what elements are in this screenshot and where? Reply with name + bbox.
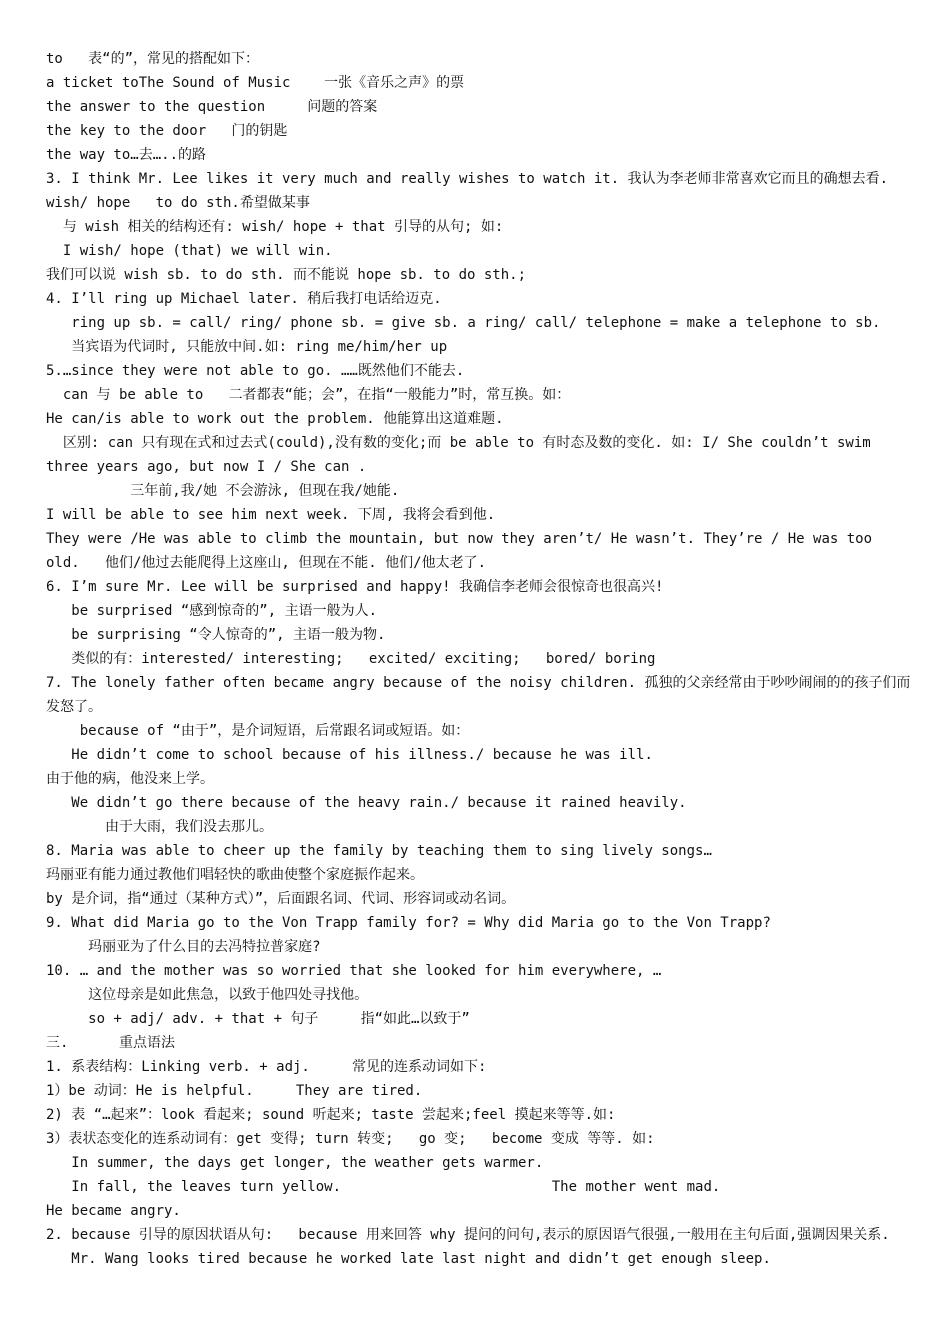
text-line-rain-translation: 由于大雨，我们没去那儿。 [46,819,274,835]
text-line-tired-example: Mr. Wang looks tired because he worked late last night and didn’t get enough sleep. [46,1251,771,1267]
section-heading-grammar: 三. 重点语法 [46,1035,176,1051]
text-line-5: the way to…去…..的路 [46,147,207,163]
text-line-change-verbs: 3）表状态变化的连系动词有：get 变得; turn 转变; go 变; become 变成 等等. 如: [46,1131,655,1147]
text-line-swim-translation: 三年前,我/她 不会游泳, 但现在我/她能. [46,483,400,499]
paragraph-item-7: 7. The lonely father often became angry because of the noisy children. 孤独的父亲经常由于吵吵闹闹的的孩子们而发怒了。 [46,675,911,715]
text-line-illness-translation: 由于他的病，他没来上学。 [46,771,214,787]
text-line-so-that: so + adj/ adv. + that + 句子 指“如此…以致于” [46,1011,470,1027]
paragraph-item-8: 8. Maria was able to cheer up the family by teaching them to sing lively songs… [46,843,712,859]
paragraph-item-3: 3. I think Mr. Lee likes it very much and really wishes to watch it. 我认为李老师非常喜欢它而且的确想去看. wish/ hope to do sth.希望做某事 [46,171,939,211]
paragraph-difference: 区别: can 只有现在式和过去式(could),没有数的变化;而 be able to 有时态及数的变化. 如: I/ She couldn’t swim three years ago, but now I / She can . [46,435,880,475]
text-line-illness-example: He didn’t come to school because of his illness./ because he was ill. [46,747,653,763]
text-line-by-note: by 是介词，指“通过（某种方式）”，后面跟名词、代词、形容词或动名词。 [46,891,516,907]
text-line-can-example: He can/is able to work out the problem. 他能算出这道难题. [46,411,504,427]
paragraph-climb-mountain: They were /He was able to climb the mountain, but now they aren’t/ He wasn’t. They’re / He was too old. 他们/他过去能爬得上这座山, 但现在不能. 他们/他太老了. [46,531,881,571]
text-line-because-of: because of “由于”，是介词短语，后常跟名词或短语。如： [46,723,470,739]
text-line-fall-example: In fall, the leaves turn yellow. The mother went mad. [46,1179,721,1195]
text-line-rain-example: We didn’t go there because of the heavy rain./ because it rained heavily. [46,795,687,811]
text-line-wish-structures: 与 wish 相关的结构还有: wish/ hope + that 引导的从句; 如: [46,219,504,235]
text-line-hope-note: 我们可以说 wish sb. to do sth. 而不能说 hope sb. to do sth.; [46,267,527,283]
text-line-2: a ticket toThe Sound of Music 一张《音乐之声》的票 [46,75,465,91]
paragraph-because-clause: 2. because 引导的原因状语从句: because 用来回答 why 提问的问句,表示的原因语气很强,一般用在主句后面,强调因果关系. [46,1227,890,1243]
document-body [46,47,939,1271]
text-line-linking-verb: 1. 系表结构：Linking verb. + adj. 常见的连系动词如下: [46,1059,487,1075]
paragraph-item-10: 10. … and the mother was so worried that she looked for him everywhere, … [46,963,662,979]
paragraph-item-9: 9. What did Maria go to the Von Trapp family for? = Why did Maria go to the Von Trapp? [46,915,771,931]
text-line-ring-up: ring up sb. = call/ ring/ phone sb. = give sb. a ring/ call/ telephone = make a telephone to sb. [46,315,881,331]
paragraph-item-6: 6. I’m sure Mr. Lee will be surprised and happy! 我确信李老师会很惊奇也很高兴! [46,579,664,595]
text-line-pronoun-note: 当宾语为代词时, 只能放中间.如: ring me/him/her up [46,339,448,355]
text-line-mother-translation: 这位母亲是如此焦急，以致于他四处寻找他。 [46,987,369,1003]
text-line-surprised: be surprised “感到惊奇的”, 主语一般为人. [46,603,378,619]
text-line-1: to 表“的”，常见的搭配如下： [46,51,260,67]
text-line-maria-translation: 玛丽亚有能力通过教他们唱轻快的歌曲使整个家庭振作起来。 [46,867,424,883]
text-line-can-able: can 与 be able to 二者都表“能；会”，在指“一般能力”时，常互换。如： [46,387,571,403]
text-line-be-verb: 1）be 动词：He is helpful. They are tired. [46,1083,423,1099]
text-line-4: the key to the door 门的钥匙 [46,123,288,139]
text-line-wish-example: I wish/ hope (that) we will win. [46,243,333,259]
paragraph-item-4: 4. I’ll ring up Michael later. 稍后我打电话给迈克. [46,291,442,307]
paragraph-item-5: 5.…since they were not able to go. ……既然他们不能去. [46,363,465,379]
text-line-purpose-translation: 玛丽亚为了什么目的去冯特拉普家庭? [46,939,321,955]
text-line-similar: 类似的有：interested/ interesting; excited/ exciting; bored/ boring [46,651,656,667]
text-line-sense-verbs: 2) 表 “…起来”：look 看起来; sound 听起来; taste 尝起来;feel 摸起来等等.如: [46,1107,616,1123]
text-line-3: the answer to the question 问题的答案 [46,99,378,115]
text-line-angry-example: He became angry. [46,1203,181,1219]
text-line-next-week: I will be able to see him next week. 下周, 我将会看到他. [46,507,496,523]
text-line-summer-example: In summer, the days get longer, the weather gets warmer. [46,1155,544,1171]
text-line-surprising: be surprising “令人惊奇的”, 主语一般为物. [46,627,386,643]
